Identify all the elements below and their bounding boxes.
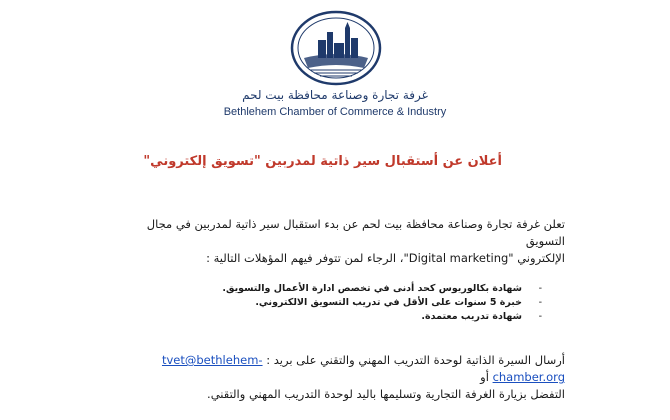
requirements-list <box>222 282 542 324</box>
list-item <box>222 296 542 310</box>
bullet-dash: - <box>538 297 542 308</box>
contact-suffix: أو <box>480 370 489 384</box>
intro-line-1: تعلن غرفة تجارة وصناعة محافظة بيت لحم عن بدء استقبال سير ذاتية لمدربين في مجال التسويق <box>146 217 565 248</box>
intro-line-2: الإلكتروني "Digital marketing"، الرجاء لمن تتوفر فيهم المؤهلات التالية : <box>206 251 565 265</box>
intro-paragraph <box>105 216 565 267</box>
organization-name-arabic: غرفة تجارة وصناعة محافظة بيت لحم <box>242 88 428 102</box>
contact-prefix: أرسال السيرة الذاتية لوحدة التدريب المهني والتقني على بريد : <box>266 353 565 367</box>
bullet-dash: - <box>538 311 542 322</box>
requirement-text: خبرة 5 سنوات على الأقل في تدريب التسويق الالكتروني. <box>255 297 522 308</box>
email-link[interactable]: tvet@bethlehem-chamber.org <box>161 353 565 384</box>
contact-line-1 <box>95 352 565 386</box>
contact-line-2: التفضل بزيارة الغرفة التجارية وتسليمها باليد لوحدة التدريب المهني والتقني. <box>207 387 565 401</box>
list-item <box>222 310 542 324</box>
requirement-text: شهادة بكالوريوس كحد أدنى في تخصص ادارة الأعمال والتسويق. <box>222 283 522 294</box>
announcement-title: أعلان عن أستقبال سير ذاتية لمدربين "تسويق إلكتروني" <box>143 154 502 169</box>
chamber-logo <box>290 10 382 86</box>
bullet-dash: - <box>538 283 542 294</box>
list-item <box>222 282 542 296</box>
contact-paragraph <box>95 352 565 403</box>
organization-name-english: Bethlehem Chamber of Commerce & Industry <box>223 106 447 118</box>
requirement-text: شهادة تدريب معتمدة. <box>421 311 522 322</box>
